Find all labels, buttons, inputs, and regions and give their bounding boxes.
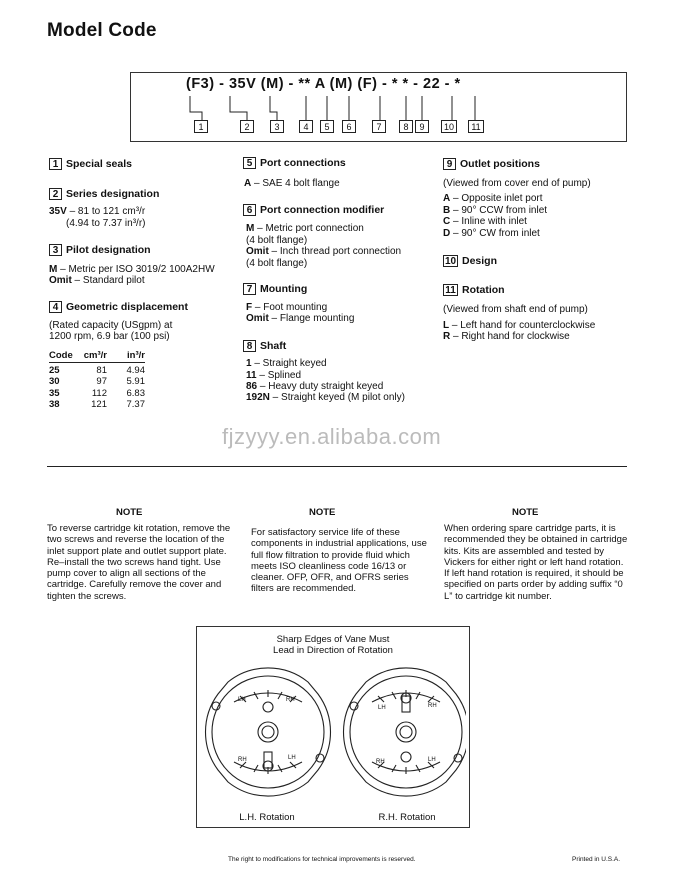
code-box-2: 2 — [240, 120, 254, 133]
mounting-flange: Omit – Flange mounting — [246, 313, 355, 324]
section-6-heading — [243, 204, 384, 216]
section-number: 5 — [243, 157, 256, 169]
code-box-3: 3 — [270, 120, 284, 133]
section-title: Design — [462, 255, 498, 267]
shaft-item: 11 – Splined — [246, 370, 302, 381]
rh-cartridge — [343, 668, 466, 796]
table-row: 25 81 4.94 — [49, 364, 145, 376]
section-title: Port connections — [260, 157, 346, 169]
section-title: Mounting — [260, 283, 308, 295]
rotation-item: R – Right hand for clockwise — [443, 331, 570, 342]
pilot-standard: Omit – Standard pilot — [49, 275, 145, 286]
port-sae-flange: A – SAE 4 bolt flange — [244, 178, 340, 189]
displacement-table — [49, 350, 145, 411]
model-code-string: (F3) - 35V (M) - ** A (M) (F) - * * - 22 - * — [186, 76, 461, 92]
shaft-item: 86 – Heavy duty straight keyed — [246, 381, 384, 392]
modifier-metric: M – Metric port connection — [246, 223, 364, 234]
lh-label: LH — [378, 705, 386, 711]
note-text: To reverse cartridge kit rotation, remove the two screws and reverse the location of the inlet support plate and outlet support plate. Re–install the two screws hand tight. Use pump cover to align all sections of the cartridge. Carefully remove the cover and tighten the screws. — [47, 523, 231, 602]
table-header: Code — [49, 350, 79, 362]
section-7-heading — [243, 283, 307, 295]
section-4-heading — [49, 301, 188, 313]
note-text: When ordering spare cartridge parts, it is recommended they be obtained in cartridge kits. Kits are assembled and tested by Vickers for either right or left hand rotation. If left hand rotation is required, it should be specified on parts order by adding suffix “0 L” to cartridge kit number. — [444, 523, 628, 602]
series-line-1: 35V – 81 to 121 cm³/r — [49, 206, 146, 217]
section-number: 1 — [49, 158, 62, 170]
lh-label: LH — [428, 757, 436, 763]
code-box-8: 8 — [399, 120, 413, 133]
note-heading: NOTE — [309, 507, 336, 518]
displacement-note-1: (Rated capacity (USgpm) at — [49, 320, 173, 331]
section-number: 10 — [444, 256, 457, 267]
section-1-heading — [49, 158, 132, 170]
outlet-item: D – 90° CW from inlet — [443, 228, 540, 239]
note-heading: NOTE — [512, 507, 539, 518]
section-number: 11 — [443, 284, 458, 296]
table-header: in³/r — [113, 350, 145, 362]
lh-cartridge — [205, 668, 330, 796]
section-2-heading — [49, 188, 159, 200]
section-title: Outlet positions — [460, 158, 540, 170]
outlet-item: C – Inline with inlet — [443, 216, 527, 227]
rh-label: RH — [428, 703, 437, 709]
series-line-2: (4.94 to 7.37 in³/r) — [66, 218, 146, 229]
shaft-item: 1 – Straight keyed — [246, 358, 327, 369]
shaft-item: 192N – Straight keyed (M pilot only) — [246, 392, 405, 403]
figure-caption-1: Sharp Edges of Vane Must — [276, 634, 390, 645]
modifier-inch-sub: (4 bolt flange) — [246, 258, 308, 269]
section-9-heading — [443, 158, 540, 170]
section-11-heading — [443, 284, 505, 296]
outlet-item: A – Opposite inlet port — [443, 193, 543, 204]
section-title: Special seals — [66, 158, 132, 170]
connector-2 — [230, 96, 247, 120]
code-box-4: 4 — [299, 120, 313, 133]
connector-3 — [270, 96, 277, 120]
code-box-11: 11 — [468, 120, 484, 133]
rh-label: RH — [286, 697, 295, 703]
code-box-1: 1 — [194, 120, 208, 133]
rotation-note: (Viewed from shaft end of pump) — [443, 304, 588, 315]
lh-label: LH — [238, 697, 246, 703]
rh-label: RH — [238, 757, 247, 763]
code-box-7: 7 — [372, 120, 386, 133]
section-number: 7 — [243, 283, 256, 295]
watermark: fjzyyy.en.alibaba.com — [222, 424, 442, 449]
divider — [47, 466, 627, 467]
rh-label: RH — [376, 759, 385, 765]
section-title: Port connection modifier — [260, 204, 385, 216]
modifier-inch: Omit – Inch thread port connection — [246, 246, 402, 257]
section-number: 3 — [49, 244, 62, 256]
section-5-heading — [243, 157, 346, 169]
note-heading: NOTE — [116, 507, 143, 518]
section-number: 2 — [49, 188, 62, 200]
section-title: Pilot designation — [66, 244, 151, 256]
note-text: For satisfactory service life of these components in industrial applications, use full flow filtration to provide fluid which meets ISO cleanliness code 16/13 or cleaner. OFP, OFR, and OFRS series filters are recommended. — [251, 527, 427, 595]
section-3-heading — [49, 244, 151, 256]
section-title: Shaft — [260, 340, 287, 352]
modifier-metric-sub: (4 bolt flange) — [246, 235, 308, 246]
section-number: 4 — [49, 301, 62, 313]
displacement-note-2: 1200 rpm, 6.9 bar (100 psi) — [49, 331, 170, 342]
section-title: Geometric displacement — [66, 301, 188, 313]
section-8-heading — [243, 340, 286, 352]
rotation-item: L – Left hand for counterclockwise — [443, 320, 596, 331]
outlet-note: (Viewed from cover end of pump) — [443, 178, 591, 189]
table-row: 30 97 5.91 — [49, 376, 145, 388]
section-title: Rotation — [462, 284, 505, 296]
lh-rotation-label: L.H. Rotation — [239, 812, 295, 823]
figure-caption-2: Lead in Direction of Rotation — [273, 645, 393, 656]
connector-1 — [190, 96, 202, 120]
code-box-10: 10 — [441, 120, 457, 133]
section-10-heading — [443, 255, 497, 267]
section-number: 9 — [443, 158, 456, 170]
lh-label: LH — [288, 755, 296, 761]
footer-reservation: The right to modifications for technical improvements is reserved. — [228, 856, 416, 863]
table-header: cm³/r — [79, 350, 113, 362]
code-connector-lines — [130, 90, 627, 124]
code-box-9: 9 — [415, 120, 429, 133]
page-title: Model Code — [47, 20, 157, 41]
table-row: 35 112 6.83 — [49, 387, 145, 399]
section-number: 8 — [243, 340, 256, 352]
pilot-metric: M – Metric per ISO 3019/2 100A2HW — [49, 264, 215, 275]
mounting-foot: F – Foot mounting — [246, 302, 328, 313]
rh-rotation-label: R.H. Rotation — [378, 812, 436, 823]
outlet-item: B – 90° CCW from inlet — [443, 205, 548, 216]
footer-printed: Printed in U.S.A. — [572, 856, 621, 863]
code-box-5: 5 — [320, 120, 334, 133]
pump-cartridge-diagram — [200, 660, 466, 810]
section-title: Series designation — [66, 188, 160, 200]
code-box-6: 6 — [342, 120, 356, 133]
table-row: 38 121 7.37 — [49, 399, 145, 411]
section-number: 6 — [243, 204, 256, 216]
